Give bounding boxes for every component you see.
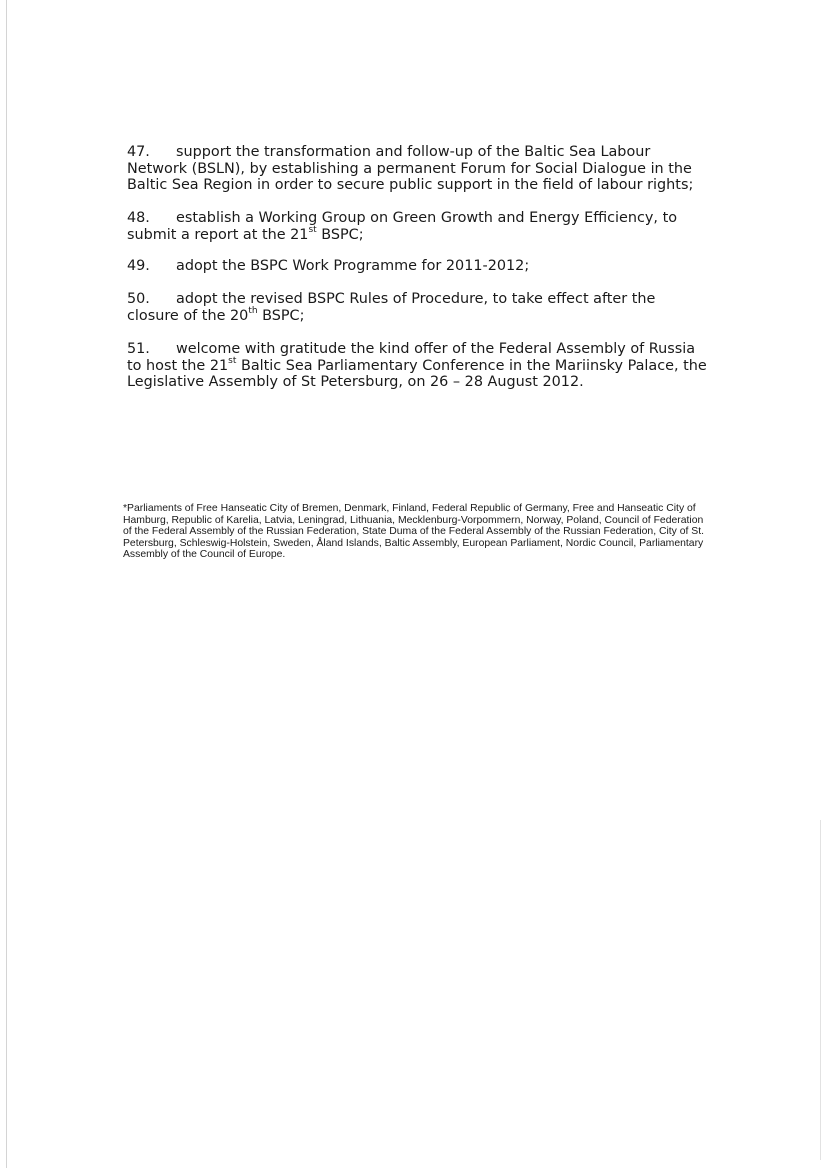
paragraph-text: establish a Working Group on Green Growth and Energy Efficiency, to submit a report at the 21 <box>127 210 678 243</box>
paragraph-50 <box>127 291 707 324</box>
paragraph-text: adopt the revised BSPC Rules of Procedure, to take effect after the closure of the 20 <box>127 291 656 324</box>
ordinal-suffix: st <box>228 355 237 366</box>
paragraph-text: welcome with gratitude the kind offer of the Federal Assembly of Russia to host the 21 <box>127 341 696 374</box>
paragraph-number: 48. <box>127 210 150 226</box>
paragraph-number: 51. <box>127 341 150 357</box>
paragraph-number: 49. <box>127 258 150 274</box>
paragraph-text-end: Baltic Sea Parliamentary Conference in the Mariinsky Palace, the Legislative Assembly of St Petersburg, on 26 – 28 August 2012. <box>127 357 707 390</box>
paragraph-48 <box>127 210 707 243</box>
footnote: *Parliaments of Free Hanseatic City of Bremen, Denmark, Finland, Federal Republic of Germany, Free and Hanseatic City of Hamburg, Republic of Karelia, Latvia, Leningrad, Lithuania, Mecklenburg-Vorpommern, Norway, Poland, Council of Federation of the Federal Assembly of the Russian Federation, State Duma of the Federal Assembly of the Russian Federation, City of St. Petersburg, Schleswig-Holstein, Sweden, Åland Islands, Baltic Assembly, European Parliament, Nordic Council, Parliamentary Assembly of the Council of Europe. <box>123 503 705 561</box>
paragraph-49 <box>127 258 707 275</box>
scan-edge-left <box>6 0 7 1168</box>
ordinal-suffix: st <box>308 224 317 235</box>
ordinal-suffix: th <box>248 305 258 316</box>
paragraph-47 <box>127 144 707 194</box>
paragraph-text: adopt the BSPC Work Programme for 2011-2012; <box>176 258 530 274</box>
paragraph-text: support the transformation and follow-up of the Baltic Sea Labour Network (BSLN), by establishing a permanent Forum for Social Dialogue in the Baltic Sea Region in order to secure public support in the field of labour rights; <box>127 144 694 193</box>
paragraph-number: 47. <box>127 144 150 160</box>
scan-edge-right <box>820 820 821 1160</box>
paragraph-51 <box>127 341 707 391</box>
paragraph-number: 50. <box>127 291 150 307</box>
paragraph-text-end: BSPC; <box>316 226 364 243</box>
paragraph-text-end: BSPC; <box>257 307 305 324</box>
